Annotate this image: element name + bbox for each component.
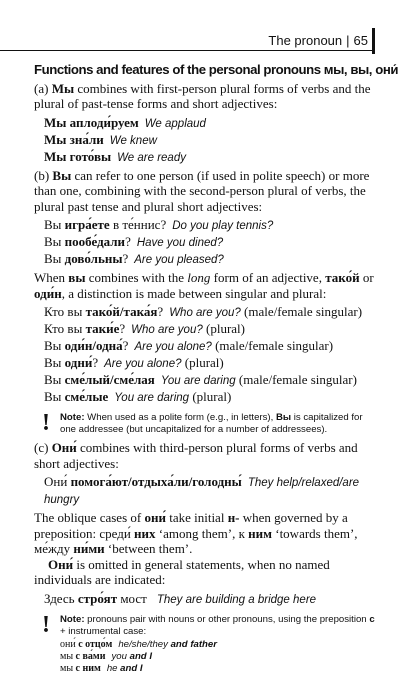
exclamation-icon: ! [42, 611, 50, 638]
example-row: Здесь стро́ят мост They are building a bridge here [44, 590, 317, 606]
note-preposition-s: ! Note: pronouns pair with nouns or other pronouns, using the preposition с + instrumental case: они́ с отцо́м he/she/they and father мы с ва́ми you and I мы с ним he and I [42, 611, 375, 674]
paragraph-long-form: When вы combines with the long form of an adjective, тако́й or оди́н, a distinction is made between singular and plural: [34, 270, 374, 301]
paragraph-c: (c) Они́ combines with third-person plural forms of verbs and short adjectives: [34, 440, 358, 471]
example-row: Мы аплоди́руем We applaud [44, 114, 206, 130]
running-header [0, 26, 375, 51]
examples-b [44, 217, 375, 268]
example-row: Кто вы таки́е? Who are you? (plural) [44, 321, 245, 336]
paragraph-oblique: The oblique cases of они́ take initial н- when governed by a preposition: среди́ них ‘among them’, к ним ‘towards them’, ме́жду ни́ми ‘between them’. [34, 510, 358, 556]
section-title: Functions and features of the personal pronouns мы, вы, они́ [34, 62, 399, 77]
example-row: Вы дово́льны? Are you pleased? [44, 251, 224, 266]
paragraph-b: (b) Вы can refer to one person (if used in polite speech) or more than one, combining with the second-person plural of verbs, the plural past tense and plural short adjectives: [34, 167, 370, 214]
example-row: Вы оди́н/одна́? Are you alone? (male/female singular) [44, 338, 334, 353]
example-row: Мы зна́ли We knew [44, 131, 157, 147]
example-row: Вы одни́? Are you alone? (plural) [44, 355, 224, 370]
page-edge-rule [372, 28, 375, 54]
example-row: Вы игра́ете в те́ннис? Do you play tennis? [44, 217, 274, 232]
paragraph-a: (a) Мы combines with first-person plural forms of verbs and the plural of past-tense forms and short adjectives: [34, 80, 371, 111]
note-example-row: они́ с отцо́м he/she/they and father [60, 638, 217, 650]
paragraph-omitted: Они́ is omitted in general statements, when no named individuals are indicated: [34, 556, 330, 587]
page-body [34, 62, 399, 679]
header-separator: | [346, 33, 350, 48]
example-row: Мы гото́вы We are ready [44, 148, 186, 164]
note-examples [60, 639, 375, 675]
example-row: Они́ помога́ют/отдыха́ли/голодны́ They help/relaxed/are hungry [44, 474, 360, 506]
example-row: Вы пообе́дали? Have you dined? [44, 234, 224, 249]
note-example-row: мы с ним he and I [60, 662, 143, 674]
examples-c2 [44, 591, 375, 608]
note-example-row: мы с ва́ми you and I [60, 650, 152, 662]
page-number: 65 [353, 33, 368, 48]
example-row: Вы сме́лый/сме́лая You are daring (male/female singular) [44, 372, 357, 387]
examples-b-long [44, 304, 375, 406]
exclamation-icon: ! [42, 410, 50, 436]
example-row: Вы сме́лые You are daring (plural) [44, 389, 232, 404]
note-polite-form: ! Note: When used as a polite form (e.g., in letters), Вы is capitalized for one addressee (but uncapitalized for a number of addressees). [42, 410, 363, 436]
example-row: Кто вы тако́й/така́я? Who are you? (male/female singular) [44, 304, 363, 319]
examples-c [44, 474, 375, 508]
running-title: The pronoun [268, 33, 343, 48]
examples-a [44, 115, 375, 166]
